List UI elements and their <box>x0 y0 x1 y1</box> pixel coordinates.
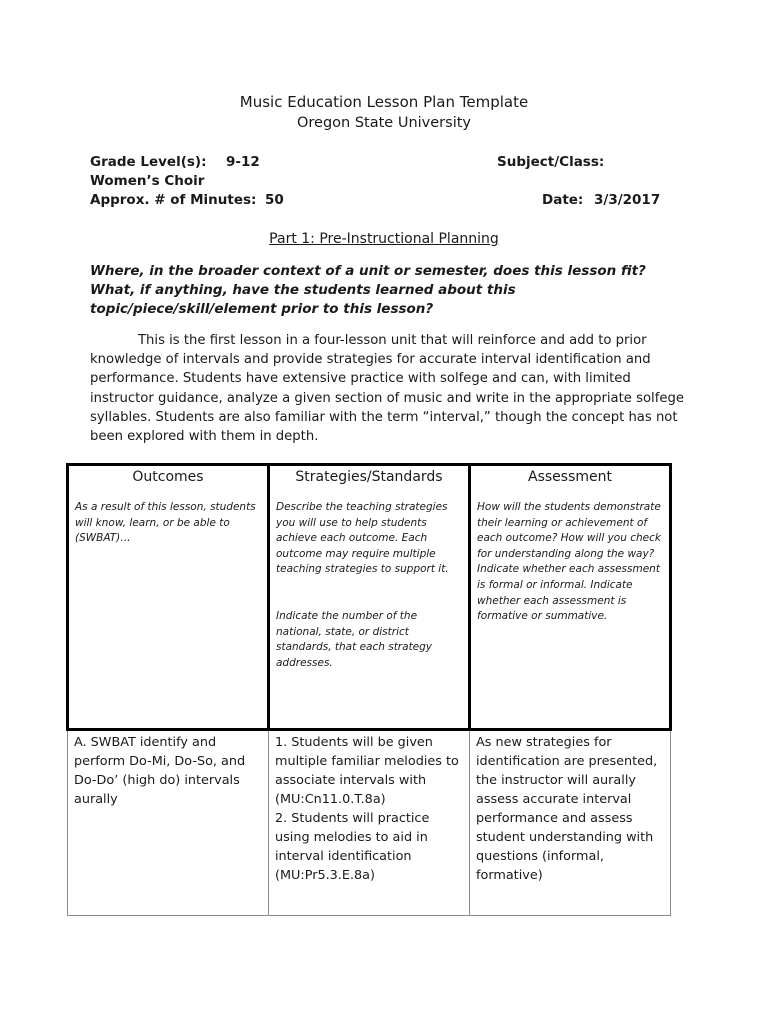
outcome-text: A. SWBAT identify and perform Do-Mi, Do-So, and Do-Do’ (high do) intervals aurally <box>74 735 246 807</box>
assessment-column <box>468 466 669 728</box>
outcomes-column <box>69 466 267 728</box>
strategies-hint-2: Indicate the number of the national, state, or district standards, that each strategy addresses. <box>276 609 433 669</box>
assessment-cell <box>469 731 670 915</box>
table-header-row <box>66 463 672 731</box>
assessment-header: Assessment <box>528 469 612 485</box>
minutes-value: 50 <box>265 192 284 208</box>
assessment-hint: How will the students demonstrate their learning or achievement of each outcome? How will you check for understanding along the way? Indicate whether each assessment is formal or informal. Indicate whether each assessment is formative or summative. <box>477 501 661 623</box>
outcomes-header: Outcomes <box>132 469 204 485</box>
table-row <box>67 731 671 916</box>
outcome-cell <box>68 731 268 915</box>
grade-level-label: Grade Level(s): <box>90 154 207 170</box>
minutes-label: Approx. # of Minutes: <box>90 192 257 208</box>
strategies-hint-1: Describe the teaching strategies you will use to help students achieve each outcome. Each outcome may require multiple teaching strategies to support it. <box>276 501 449 576</box>
context-answer: This is the first lesson in a four-lesson unit that will reinforce and add to prior knowledge of intervals and provide strategies for accurate interval identification and performance. Students have extensive practice with solfege and can, with limited instructor guidance, analyze a given section of music and write in the appropriate solfege syllables. Students are also familiar with the term “interval,” though the concept has not been explored with them in depth. <box>90 333 684 445</box>
part-heading: Part 1: Pre-Instructional Planning <box>269 231 499 247</box>
grade-level-value: 9-12 <box>226 154 260 170</box>
strategy-text-1: 1. Students will be given multiple familiar melodies to associate intervals with (MU:Cn11.0.T.8a) <box>275 735 459 807</box>
context-question: Where, in the broader context of a unit or semester, does this lesson fit? What, if anything, have the students learned about this topic/piece/skill/element prior to this lesson? <box>90 263 646 317</box>
assessment-text: As new strategies for identification are presented, the instructor will aurally assess accurate interval performance and assess student understanding with questions (informal, formative) <box>476 735 658 883</box>
document-subtitle: Oregon State University <box>297 115 471 131</box>
subject-value: Women’s Choir <box>90 173 205 189</box>
subject-label: Subject/Class: <box>497 154 605 170</box>
date-value: 3/3/2017 <box>594 192 661 208</box>
strategies-column <box>267 466 468 728</box>
date-label: Date: <box>542 192 584 208</box>
strategy-cell <box>268 731 469 915</box>
document-title: Music Education Lesson Plan Template <box>239 93 529 111</box>
strategies-header: Strategies/Standards <box>295 469 443 485</box>
outcomes-hint: As a result of this lesson, students will know, learn, or be able to (SWBAT)… <box>75 501 256 545</box>
strategy-text-2: 2. Students will practice using melodies to aid in interval identification (MU:Pr5.3.E.8a) <box>275 811 430 883</box>
